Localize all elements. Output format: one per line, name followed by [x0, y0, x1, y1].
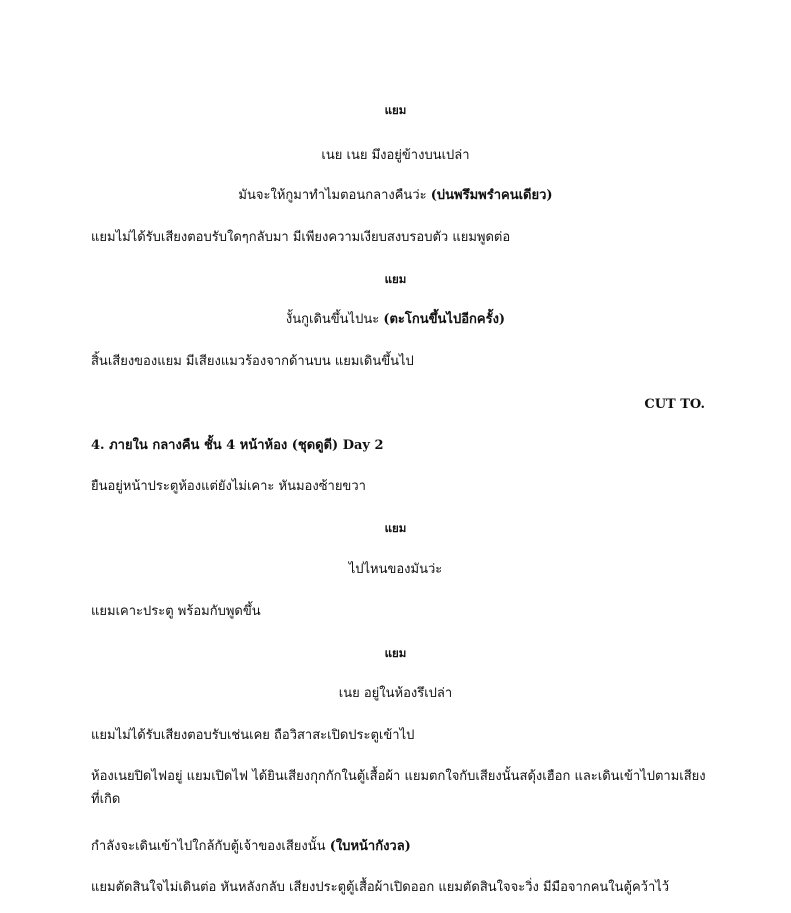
parenthetical: (ตะโกนขึ้นไปอีกครั้ง)	[383, 312, 506, 327]
scene-heading: 4. ภายใน กลางคืน ชั้น 4 หน้าห้อง (ชุดดูดี) Day 2	[91, 438, 384, 453]
character-cue: แยม	[384, 646, 407, 660]
character-cue: แยม	[384, 272, 407, 286]
action-paragraph: ห้องเนยปิดไฟอยู่ แยมเปิดไฟ ได้ยินเสียงกุกกักในตู้เสื้อผ้า แยมตกใจกับเสียงนั้นสดุ้งเฮือก และเดินเข้าไปตามเสียงที่เกิด	[91, 769, 706, 807]
dialogue-line	[0, 311, 791, 329]
parenthetical: (บ่นพรึมพรำคนเดียว)	[430, 188, 553, 203]
dialogue-line: เนย เนย มึงอยู่ข้างบนเปล่า	[321, 148, 470, 163]
dialogue-line	[0, 187, 791, 205]
dialogue-line: ไปไหนของมันว่ะ	[348, 562, 443, 577]
character-cue: แยม	[384, 521, 407, 535]
action-line: ยืนอยู่หน้าประตูห้องแต่ยังไม่เคาะ หันมองซ้ายขวา	[91, 479, 366, 494]
action-line: แยมไม่ได้รับเสียงตอบรับใดๆกลับมา มีเพียงความเงียบสงบรอบตัว แยมพูดต่อ	[91, 230, 511, 245]
action-line: แยมเคาะประตู พร้อมกับพูดขึ้น	[91, 604, 261, 619]
transition: CUT TO.	[644, 397, 705, 412]
dialogue-line: เนย อยู่ในห้องรึเปล่า	[338, 686, 453, 701]
action-line: สิ้นเสียงของแยม มีเสียงแมวร้องจากด้านบน แยมเดินขึ้นไป	[91, 354, 414, 369]
action-text: กำลังจะเดินเข้าไปใกล้กับตู้เจ้าของเสียงนั้น	[91, 839, 326, 854]
action-line: แยมไม่ได้รับเสียงตอบรับเช่นเคย ถือวิสาสะเปิดประตูเข้าไป	[91, 728, 415, 743]
dialogue-text: มันจะให้กูมาทำไมตอนกลางคืนว่ะ	[238, 188, 427, 203]
action-line	[91, 838, 711, 856]
dialogue-text: งั้นกูเดินขึ้นไปนะ	[285, 312, 380, 327]
action-line: แยมตัดสินใจไม่เดินต่อ หันหลังกลับ เสียงประตูตู้เสื้อผ้าเปิดออก แยมตัดสินใจจะวิ่ง มีมือจากคนในตู้คว้าไว้	[91, 880, 670, 895]
character-cue: แยม	[384, 103, 407, 117]
parenthetical: (ใบหน้ากังวล)	[329, 839, 411, 854]
